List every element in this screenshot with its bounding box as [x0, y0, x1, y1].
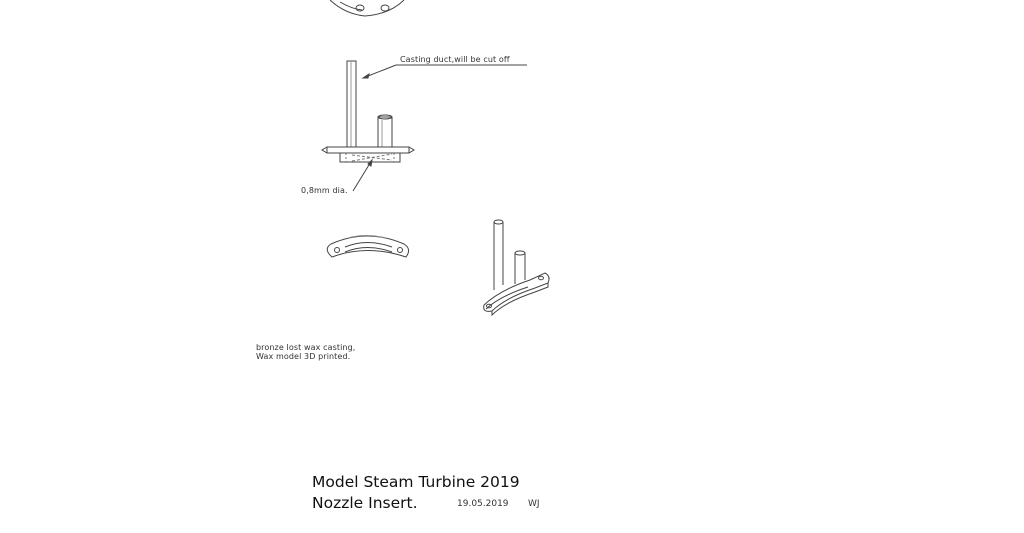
drawing-title: Model Steam Turbine 2019 — [312, 473, 520, 491]
hole-dia-label: 0,8mm dia. — [301, 186, 348, 195]
casting-duct-label: Casting duct,will be cut off — [400, 55, 510, 64]
isometric-view — [484, 220, 549, 315]
drawing-author: WJ — [528, 499, 540, 509]
note-line-2: Wax model 3D printed. — [256, 352, 351, 361]
leader-casting-duct — [363, 65, 527, 78]
plan-view — [327, 236, 408, 258]
part-name: Nozzle Insert. — [312, 494, 418, 512]
note-line-1: bronze lost wax casting, — [256, 343, 356, 352]
drawing-date: 19.05.2019 — [457, 499, 509, 509]
leader-hole-dia — [353, 160, 372, 191]
top-partial-view — [330, 0, 404, 16]
